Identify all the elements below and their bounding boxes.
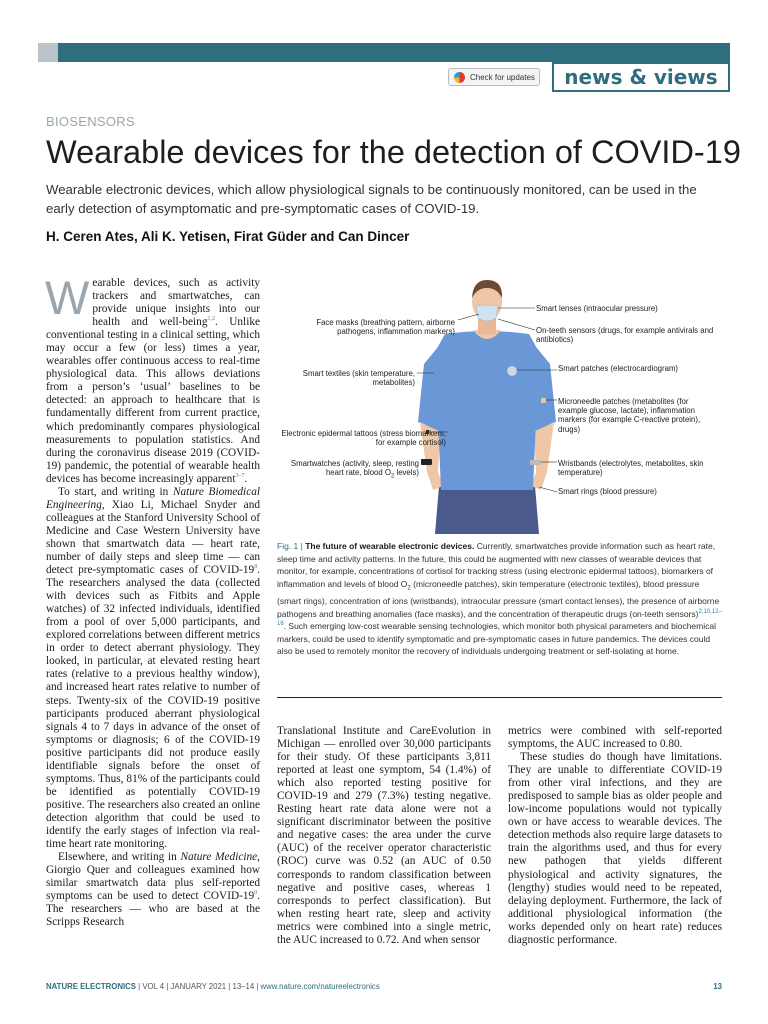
- text: , Giorgio Quer and colleagues examined how similar smartwatch data plus self-reported symptoms can be used to detect COVID-19: [46, 851, 260, 903]
- paragraph: Translational Institute and CareEvolution in Michigan — enrolled over 30,000 participants for their study. Of these participants 3,811 reported at least one symptom, 54 (1.4%) of which also reported testing positive for COVID-19 and 279 (7.3%) testing negative. Resting heart rate data alone were not a significant discriminator between the positive and negative cases: the area under the curve (AUC) of the receiver operator characteristic (ROC) curve was 0.52 (an AUC of 0.50 corresponds to random classification between negative and positive cases, whereas 1 corresponds to perfect classification). But when resting heart rate, sleep and activity metrics were combined into a single metric, the AUC increased to 0.72. And when sensor: [277, 725, 491, 946]
- paragraph: These studies do though have limitations. They are unable to differentiate COVID-19 from other viral infections, and they are predisposed to sample bias as older people and low-income populations would not typically own or have access to wearable devices. The detection methods also require large datasets to train the algorithms used, and thus for every new pathogen that yields different physiological and activity signatures, the (lengthy) studies would need to be repeated, delaying deployment. Furthermore, the lack of additional physiological information (the works depended only on heart rate) reduces diagnostic performance.: [508, 751, 722, 946]
- subscript: 2: [390, 473, 395, 480]
- paragraph: [45, 271, 260, 486]
- separator: |: [164, 982, 171, 991]
- label-epidermal-tattoos: Electronic epidermal tattoos (stress biomarkers, for example cortisol): [281, 429, 446, 448]
- label-smartwatches: [284, 459, 419, 482]
- text: . The researchers analysed the data (collected with devices such as Fitbits and Apple watches) of 32 infected individuals, identified from a pool of over 5,000 participants, and explored correlations between different metrics in order to detect aberrant physiology. They looked, in particular, at elevated resting heart rates (relative to a previous healthy window), and increased heart rates relative to number of steps. Twenty-six of the COVID-19 positive participants produced aberrant physiological signals 4 to 7 days in advance of the onset of symptoms or diagnosis; 6 of the COVID-19 positive participants did not produce easily identifiable signals before the onset of symptoms. Thus, 81% of the participants could be identified as potentially COVID-19 positive. The researchers also created an online detection algorithm that could be used to identify the early stages of infection via real-time heart rate monitoring.: [46, 564, 260, 851]
- authors: H. Ceren Ates, Ali K. Yetisen, Firat Güder and Can Dincer: [46, 229, 410, 244]
- figure-caption: [277, 540, 722, 658]
- label-smart-rings: Smart rings (blood pressure): [558, 487, 657, 496]
- subscript: 2: [407, 585, 411, 592]
- label-smart-patches: Smart patches (electrocardiogram): [558, 364, 679, 373]
- crossmark-icon: [454, 72, 465, 83]
- drop-cap: W: [45, 271, 90, 324]
- text: .: [244, 472, 248, 485]
- body-column-3: [508, 725, 722, 947]
- text: levels): [394, 468, 419, 478]
- reference-link[interactable]: 1,2: [207, 316, 215, 323]
- separator: |: [135, 982, 143, 991]
- figure-divider: [277, 697, 722, 698]
- label-smart-textiles: Smart textiles (skin temperature, metabolites): [302, 369, 415, 388]
- issue-date-pages: JANUARY 2021 | 13–14: [170, 982, 255, 991]
- caption-heading: The future of wearable electronic devices.: [305, 541, 475, 551]
- figure-number: Fig. 1 |: [277, 541, 303, 551]
- paragraph: [46, 486, 260, 851]
- text: earable devices, such as activity trackers and smartwatches, can provide unique insights into our health and well-being: [92, 277, 260, 329]
- journal-name: Nature Medicine: [180, 851, 258, 864]
- reference-link[interactable]: 2,10,12–16: [277, 608, 722, 628]
- reference-link[interactable]: 3–7: [235, 472, 245, 479]
- body-column-1: [45, 271, 260, 929]
- journal-name: Nature Biomedical Engineering: [46, 485, 260, 511]
- text: Smartwatches (activity, sleep, resting heart rate, blood O: [290, 459, 419, 478]
- paragraph: metrics were combined with self-reported symptoms, the AUC increased to 0.80.: [508, 725, 722, 751]
- figure-wearables: [277, 272, 722, 534]
- journal-url-link[interactable]: www.nature.com/natureelectronics: [260, 982, 380, 991]
- section-badge: news & views: [552, 62, 730, 92]
- label-microneedle-patches: Microneedle patches (metabolites (for example glucose, lactate), inflammation markers (for example C-reactive protein), drugs): [558, 397, 701, 434]
- header-bar-accent: [38, 43, 58, 62]
- separator: |: [254, 982, 261, 991]
- volume: VOL 4: [142, 982, 165, 991]
- text: . The researchers — who are based at the Scripps Research: [46, 890, 260, 929]
- standfirst: Wearable electronic devices, which allow physiological signals to be continuously monitored, can be used in the early detection of asymptomatic and pre-symptomatic cases of COVID-19.: [46, 182, 697, 216]
- text: Currently, smartwatches provide information such as heart rate, sleep time and activity patterns. In the future, this could be augmented with new classes of wearable devices that monitor, for example, concentrations of cortisol for tracking stress (using electronic epidermal tattoos), biomarkers of inflammation and levels of blood O: [277, 541, 716, 589]
- reference-link[interactable]: 9: [254, 890, 258, 897]
- check-for-updates-button[interactable]: [448, 68, 540, 86]
- label-smart-lenses: Smart lenses (intraocular pressure): [536, 304, 658, 313]
- text: , Xiao Li, Michael Snyder and colleagues at the Stanford University School of Medicine and Case Western University have shown that smartwatch data — heart rate, number of daily steps and sleep time — can detect pre-symptomatic cases of COVID-19: [46, 498, 260, 577]
- page-footer: [46, 982, 722, 991]
- header-bar: [38, 43, 730, 62]
- article-title: Wearable devices for the detection of COVID-19: [46, 134, 741, 170]
- text: (microneedle patches), skin temperature (electronic textiles), blood pressure (smart rings), concentration of ions (wristbands), intraocular pressure (smart contact lenses), the presence of airborne pathogens and breathing anomalies (face masks), and the concentration of therapeutic drugs (on-teeth sensors): [277, 578, 720, 619]
- label-face-masks: Face masks (breathing pattern, airborne pathogens, inflammation markers): [316, 318, 455, 337]
- paragraph: [46, 851, 260, 929]
- check-for-updates-label: Check for updates: [470, 72, 535, 82]
- label-wristbands: Wristbands (electrolytes, metabolites, skin temperature): [558, 459, 704, 478]
- text: . Such emerging low-cost wearable sensing technologies, which monitor both physical parameters and biochemical markers, could be used to identify symptomatic and pre-symptomatic cases in future pandemics. The devices could also be used to remotely monitor the recovery of individuals undergoing treatment or self-isolating at home.: [277, 621, 716, 657]
- page-number: 13: [713, 982, 722, 991]
- text: To start, and writing in: [58, 485, 173, 498]
- journal-name: NATURE ELECTRONICS: [46, 982, 136, 991]
- body-column-2: [277, 725, 491, 947]
- label-on-teeth-sensors: On-teeth sensors (drugs, for example antivirals and antibiotics): [536, 326, 714, 345]
- reference-link[interactable]: 8: [254, 564, 258, 571]
- text: Elsewhere, and writing in: [58, 851, 181, 864]
- text: . Unlike conventional testing in a clinical setting, which may occur a few (or less) times a year, wearables offer continuous access to real-time physiological data. This allows deviations from a person’s ‘usual’ baselines to be detected: an approach to healthcare that is fundamentally different from current practice, which predominantly compares physiological measurements to population statistics. And during the coronavirus disease 2019 (COVID-19) pandemic, the potential of wearable health devices has become increasingly apparent: [46, 316, 260, 485]
- section-label: BIOSENSORS: [46, 114, 135, 129]
